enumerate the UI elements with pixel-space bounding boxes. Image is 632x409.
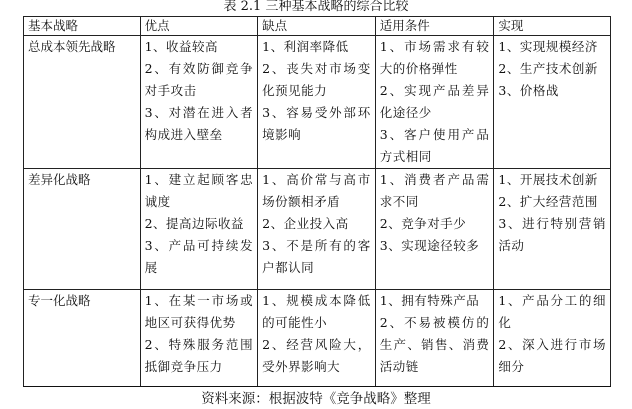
conditions-cell — [375, 36, 494, 169]
strategy-cell: 专一化战略 — [24, 290, 141, 387]
strategy-cell: 总成本领先战略 — [24, 36, 141, 169]
implementation-cell — [494, 36, 611, 169]
list-item: 3、对潜在进入者构成进入壁垒 — [144, 105, 254, 142]
list-item: 1、消费者产品需求不同 — [379, 172, 490, 209]
table-caption: 表 2.1 三种基本战略的综合比较 — [223, 0, 409, 14]
list-item: 1、产品分工的细化 — [498, 293, 606, 330]
list-item: 2、丧失对市场变化预见能力 — [262, 61, 371, 98]
list-item: 2、实现产品差异化途径少 — [379, 83, 490, 120]
conditions-cell — [375, 169, 494, 290]
cons-cell — [258, 290, 376, 387]
list-item: 2、提高边际收益 — [144, 216, 245, 231]
table-source-note: 资料来源：根据波特《竞争战略》整理 — [201, 391, 431, 407]
pros-cell — [140, 290, 258, 387]
list-item: 1、利润率降低 — [262, 39, 349, 54]
table-header-row — [24, 17, 611, 36]
list-item: 3、不是所有的客户都认同 — [262, 238, 371, 275]
list-item: 3、产品可持续发展 — [144, 238, 254, 275]
list-item: 2、不易被模仿的生产、销售、消费活动链 — [379, 315, 490, 374]
pros-cell — [140, 36, 258, 169]
cons-cell — [258, 169, 376, 290]
list-item: 2、经营风险大，受外界影响大 — [262, 337, 371, 374]
list-item: 2、深入进行市场细分 — [498, 337, 606, 374]
list-item: 1、收益较高 — [144, 39, 219, 54]
list-item: 1、开展技术创新 — [498, 172, 598, 187]
list-item: 1、实现规模经济 — [498, 39, 598, 54]
list-item: 2、特殊服务范围抵御竞争压力 — [144, 337, 254, 374]
list-item: 2、有效防御竞争对手攻击 — [144, 61, 254, 98]
list-item: 1、市场需求有较大的价格弹性 — [379, 39, 490, 76]
list-item: 2、扩大经营范围 — [498, 194, 598, 209]
list-item: 2、竞争对手少 — [379, 216, 467, 231]
cons-cell — [258, 36, 376, 169]
strategy-comparison-table — [23, 16, 611, 387]
list-item: 3、容易受外部环境影响 — [262, 105, 371, 142]
list-item: 3、实现途径较多 — [379, 238, 480, 253]
header-conditions: 适用条件 — [375, 17, 494, 36]
list-item: 2、生产技术创新 — [498, 61, 598, 76]
list-item: 1、建立起顾客忠诚度 — [144, 172, 254, 209]
table-row — [24, 169, 611, 290]
table-row — [24, 290, 611, 387]
header-implementation: 实现 — [494, 17, 611, 36]
list-item: 3、进行特别营销活动 — [498, 216, 606, 253]
header-strategy: 基本战略 — [24, 17, 141, 36]
list-item: 1、规模成本降低的可能性小 — [262, 293, 371, 330]
header-cons: 缺点 — [258, 17, 376, 36]
implementation-cell — [494, 169, 611, 290]
list-item: 3、客户使用产品方式相同 — [379, 127, 490, 164]
pros-cell — [140, 169, 258, 290]
list-item: 1、拥有特殊产品 — [379, 293, 480, 308]
list-item: 1、在某一市场或地区可获得优势 — [144, 293, 254, 330]
strategy-cell: 差异化战略 — [24, 169, 141, 290]
conditions-cell — [375, 290, 494, 387]
list-item: 3、价格战 — [498, 83, 559, 98]
list-item: 1、高价常与高市场份额相矛盾 — [262, 172, 371, 209]
list-item: 2、企业投入高 — [262, 216, 349, 231]
table-row — [24, 36, 611, 169]
implementation-cell — [494, 290, 611, 387]
header-pros: 优点 — [140, 17, 258, 36]
